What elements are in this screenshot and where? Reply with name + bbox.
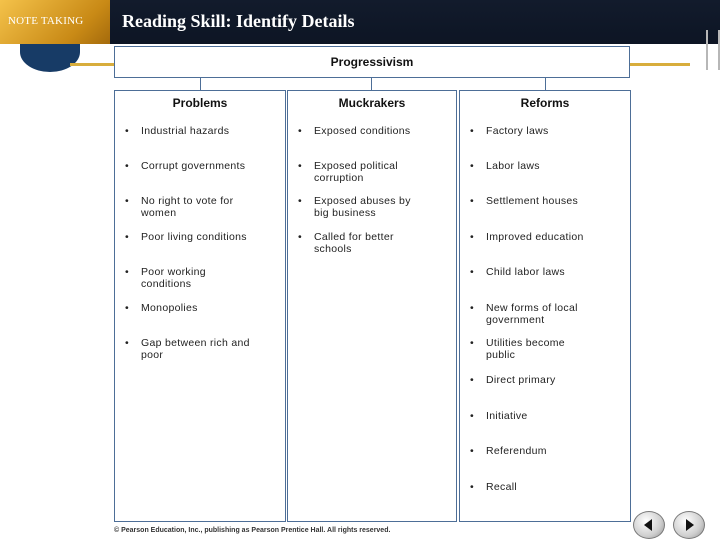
list-item-text: poor — [141, 349, 164, 361]
bullet-icon: • — [470, 374, 474, 386]
bullet-icon: • — [298, 160, 302, 172]
list-item — [298, 231, 450, 255]
list-item-text: Referendum — [486, 445, 547, 457]
list-item — [470, 374, 624, 386]
column-header: Muckrakers — [338, 96, 406, 110]
connector-line — [371, 77, 372, 90]
list-item-text: Direct primary — [486, 374, 556, 386]
list-item-text: Gap between rich and — [141, 337, 250, 349]
column-header: Reforms — [520, 96, 570, 110]
list-item-text: corruption — [314, 172, 364, 184]
list-item-text: Exposed political — [314, 160, 398, 172]
bullet-icon: • — [298, 125, 302, 137]
list-item-text: Poor working — [141, 266, 206, 278]
list-item-text: No right to vote for — [141, 195, 234, 207]
list-item — [125, 125, 279, 137]
list-item — [125, 195, 279, 219]
decorative-accent — [20, 44, 80, 72]
list-item — [470, 445, 624, 457]
list-item — [125, 266, 279, 290]
bullet-icon: • — [125, 337, 129, 349]
list-item — [470, 481, 624, 493]
list-item-text: Improved education — [486, 231, 584, 243]
note-taking-label: NOTE TAKING — [8, 15, 84, 27]
list-item-text: Labor laws — [486, 160, 540, 172]
list-item-text: Initiative — [486, 410, 528, 422]
chart-title: Progressivism — [330, 55, 414, 69]
list-item-text: conditions — [141, 278, 192, 290]
list-item-text: big business — [314, 207, 376, 219]
list-item — [470, 302, 624, 326]
column-header: Problems — [172, 96, 228, 110]
connector-line — [545, 77, 546, 90]
bullet-icon: • — [470, 266, 474, 278]
bullet-icon: • — [470, 125, 474, 137]
list-item — [470, 125, 624, 137]
list-item — [470, 195, 624, 207]
list-item-text: public — [486, 349, 516, 361]
list-item-text: New forms of local — [486, 302, 578, 314]
bullet-icon: • — [125, 266, 129, 278]
list-item-text: women — [141, 207, 177, 219]
arrow-left-icon — [641, 517, 657, 533]
bullet-icon: • — [125, 160, 129, 172]
bullet-icon: • — [298, 195, 302, 207]
bullet-icon: • — [470, 302, 474, 314]
copyright-notice: © Pearson Education, Inc., publishing as Pearson Prentice Hall. All rights reserved. — [114, 527, 391, 534]
arrow-right-icon — [681, 517, 697, 533]
column-reforms — [459, 90, 631, 522]
note-taking-tab — [0, 0, 110, 44]
bullet-icon: • — [125, 231, 129, 243]
list-item — [125, 231, 279, 243]
chart-title-box — [114, 46, 630, 78]
list-item — [125, 302, 279, 314]
list-item-text: Settlement houses — [486, 195, 579, 207]
list-item — [125, 160, 279, 172]
bullet-icon: • — [298, 231, 302, 243]
bullet-icon: • — [470, 160, 474, 172]
bullet-icon: • — [470, 337, 474, 349]
list-item-text: Exposed conditions — [314, 125, 411, 137]
list-item — [298, 160, 450, 184]
column-problems — [114, 90, 286, 522]
list-item-text: Exposed abuses by — [314, 195, 411, 207]
list-item — [470, 410, 624, 422]
bullet-icon: • — [470, 231, 474, 243]
bullet-icon: • — [125, 302, 129, 314]
list-item-text: Industrial hazards — [141, 125, 230, 137]
connector-line — [200, 77, 201, 90]
list-item-text: schools — [314, 243, 352, 255]
list-item-text: Called for better — [314, 231, 394, 243]
bullet-icon: • — [125, 125, 129, 137]
list-item-text: Corrupt governments — [141, 160, 246, 172]
list-item-text: government — [486, 314, 545, 326]
bullet-icon: • — [470, 481, 474, 493]
column-muckrakers — [287, 90, 457, 522]
previous-slide-button[interactable] — [633, 511, 665, 539]
next-slide-button[interactable] — [673, 511, 705, 539]
bullet-icon: • — [125, 195, 129, 207]
page-title: Reading Skill: Identify Details — [122, 11, 355, 31]
list-item — [470, 337, 624, 361]
bullet-icon: • — [470, 195, 474, 207]
decorative-marks — [706, 30, 720, 70]
list-item — [298, 195, 450, 219]
list-item — [125, 337, 279, 361]
list-item-text: Monopolies — [141, 302, 198, 314]
list-item-text: Utilities become — [486, 337, 565, 349]
list-item — [470, 266, 624, 278]
list-item-text: Poor living conditions — [141, 231, 247, 243]
list-item — [470, 231, 624, 243]
list-item-text: Child labor laws — [486, 266, 565, 278]
bullet-icon: • — [470, 410, 474, 422]
list-item-text: Factory laws — [486, 125, 549, 137]
list-item — [470, 160, 624, 172]
list-item — [298, 125, 450, 137]
list-item-text: Recall — [486, 481, 517, 493]
bullet-icon: • — [470, 445, 474, 457]
